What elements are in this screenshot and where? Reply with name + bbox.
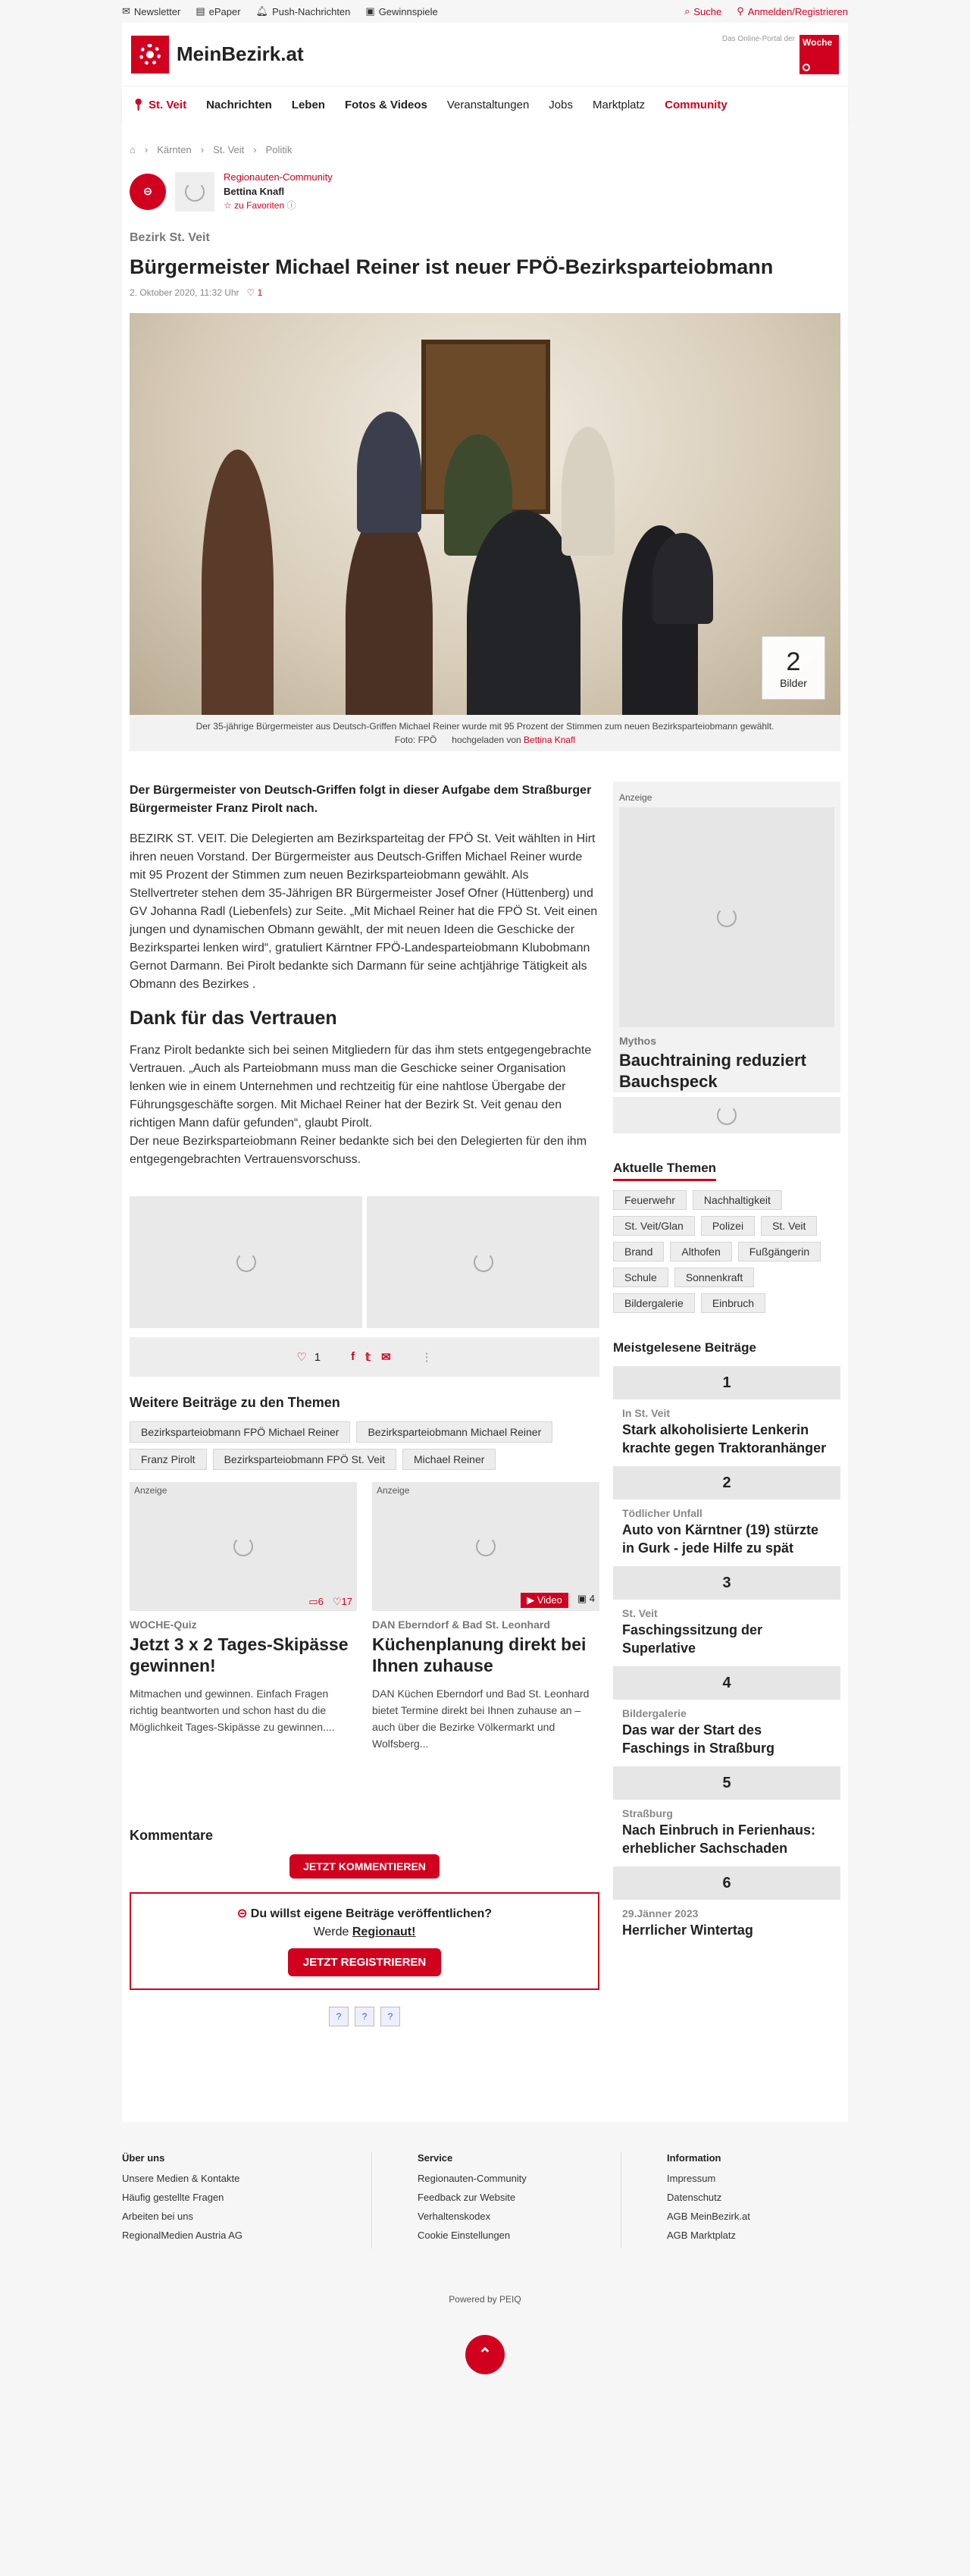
rank-title: Stark alkoholisierte Lenkerin krachte gegen Traktoranhänger [622,1422,827,1456]
card-teaser: DAN Küchen Eberndorf und Bad St. Leonhard bietet Termine direkt bei Ihnen zuhause an – auch über die Bezirke Völkermarkt und Wolfsberg... [372,1688,590,1750]
photo-count-value: 2 [786,647,801,676]
article-lead: Der Bürgermeister von Deutsch-Griffen folgt in dieser Aufgabe dem Straßburger Bürgermeister Franz Pirolt nach. [130,784,592,815]
footer-column [621,2152,848,2249]
footer-column [371,2152,599,2249]
rank-number: 4 [613,1666,840,1700]
promo-cards [130,1482,599,1752]
author-box [130,170,840,213]
article-body: Der neue Bezirksparteiobmann Reiner bedankte sich bei den Delegierten für den ihm entgegengebrachten Vertrauensvorschuss. [130,1135,587,1166]
rank-number: 6 [613,1866,840,1900]
woche-dot-icon [803,64,810,71]
topic-tag[interactable]: Einbruch [701,1293,765,1313]
favorite-button[interactable] [224,199,333,213]
author-name[interactable]: Bettina Knafl [224,186,285,197]
community-badge-icon: ⊝ [236,1907,248,1920]
footer-link[interactable]: RegionalMedien Austria AG [122,2230,242,2241]
ad-kicker: Mythos [619,1035,656,1047]
bell-icon: 🔔︎ [255,5,269,17]
regionaut-link[interactable]: Regionaut! [352,1926,416,1938]
heart-icon: ♡ [296,1351,307,1364]
chevron-right-icon: › [144,143,149,155]
info-icon[interactable]: ⓘ [286,200,296,211]
utility-bar [122,0,848,23]
photo-person [346,506,433,715]
promo-subline [143,1926,586,1939]
search-link[interactable] [684,5,721,17]
mail-icon: ✉ [122,5,130,17]
topic-tags [613,1190,840,1313]
photo-count-label: Bilder [780,676,807,689]
footer-link[interactable]: Häufig gestellte Fragen [122,2192,224,2203]
most-read-item[interactable] [613,1666,840,1766]
footer-link[interactable]: Unsere Medien & Kontakte [122,2173,240,2184]
like-count [333,1596,352,1608]
login-label: Anmelden/Registrieren [747,5,848,17]
login-link[interactable] [737,5,848,17]
pin-icon: 📍︎ [131,99,146,111]
breadcrumb-item[interactable]: St. Veit [213,143,245,155]
community-badge-icon: ⊝ [130,174,166,210]
site-footer [122,2152,848,2249]
comment-button[interactable]: JETZT KOMMENTIEREN [289,1854,440,1879]
photo-person [652,533,713,624]
topic-tag[interactable]: St. Veit [761,1216,817,1236]
image-icon: ▣ [577,1593,587,1604]
like-button[interactable] [296,1350,321,1364]
most-read-item[interactable] [613,1866,840,1948]
like-count-value: 17 [341,1596,352,1607]
push-link[interactable] [256,5,351,17]
image-placeholders [130,2007,599,2026]
loading-row [613,1097,840,1133]
footer-link[interactable]: Impressum [667,2173,716,2184]
card-kicker: WOCHE-Quiz [130,1619,197,1631]
ad-title: Bauchtraining reduziert Bauchspeck [619,1051,806,1091]
woche-logo[interactable] [799,35,839,74]
author-community[interactable]: Regionauten-Community [224,171,333,183]
photo-count-badge[interactable] [762,636,825,700]
photo-person [202,450,274,715]
sidebar [613,782,840,2026]
footer-column [122,2152,349,2249]
woche-text: Woche [803,36,833,48]
nav-item-jobs[interactable]: Jobs [549,98,573,111]
topic-tag[interactable]: Fußgängerin [738,1242,821,1261]
footer-link[interactable]: Cookie Einstellungen [418,2230,511,2241]
nav-item-fotos-videos[interactable]: Fotos & Videos [344,98,427,111]
photo-count-value: 4 [589,1593,595,1604]
epaper-label: ePaper [208,5,241,17]
topic-tag[interactable]: Nachhaltigkeit [693,1190,782,1210]
card-thumbnail [130,1482,357,1611]
gewinnspiele-label: Gewinnspiele [378,5,438,17]
topic-tag[interactable]: Bezirksparteiobmann FPÖ Michael Reiner [130,1421,350,1443]
scroll-to-top-icon[interactable]: ⌃ [465,2335,505,2374]
sidebar-ad[interactable] [613,782,840,1092]
breadcrumb-item[interactable]: Politik [265,143,293,155]
twitter-icon[interactable]: 𝕥 [365,1351,371,1364]
loading-spinner-icon [717,1105,737,1125]
footer-heading: Service [418,2152,453,2164]
article-region: Bezirk St. Veit [130,231,210,244]
star-icon: ☆ [224,200,232,211]
card-stats [521,1593,595,1608]
topic-tag[interactable]: Bezirksparteiobmann Michael Reiner [356,1421,552,1443]
like-count-value: 1 [257,287,263,298]
footer-link[interactable]: Feedback zur Website [418,2192,516,2203]
like-count-value: 1 [314,1350,321,1364]
rank-title: Auto von Kärntner (19) stürzte in Gurk - jede Hilfe zu spät [622,1522,819,1556]
photo-count [577,1593,595,1608]
card-teaser: Mitmachen und gewinnen. Einfach Fragen richtig beantworten und schon hast du die Möglichkeit Tages-Skipässe zu gewinnen.... [130,1688,335,1733]
page-title: Bürgermeister Michael Reiner ist neuer FPÖ-Bezirksparteiobmann [130,255,774,278]
like-count[interactable]: ♡ 1 [246,287,263,298]
article-meta [130,287,840,298]
caption-text: Der 35-jährige Bürgermeister aus Deutsch-Griffen Michael Reiner wurde mit 95 Prozent der Stimmen zum neuen Bezirksparteiobmann gewählt. [196,721,774,732]
photo-person [562,427,615,556]
nav-item-veranstaltungen[interactable]: Veranstaltungen [446,98,530,111]
powered-by[interactable]: Powered by PEIQ [449,2294,521,2305]
nav-item-marktplatz[interactable]: Marktplatz [592,98,646,111]
article-actions [130,1337,599,1377]
chevron-right-icon: › [200,143,205,155]
rank-number: 2 [613,1466,840,1500]
favorite-label: zu Favoriten [234,200,285,211]
video-badge [521,1593,568,1608]
article-subheading: Dank für das Vertrauen [130,1008,337,1029]
portal-text: Das Online-Portal der [721,34,795,43]
search-label: Suche [693,5,722,17]
epaper-link[interactable] [196,5,240,17]
loading-spinner-icon [233,1537,253,1556]
promo-card[interactable] [372,1482,599,1752]
photo-gallery [130,1196,599,1328]
nav-item-leben[interactable]: Leben [291,98,325,111]
footer-heading: Information [667,2152,721,2164]
rank-kicker: Tödlicher Unfall [622,1507,702,1519]
topic-tag[interactable]: Michael Reiner [402,1449,496,1470]
gallery-photo[interactable] [367,1196,599,1328]
image-caption [130,715,840,751]
gewinnspiele-link[interactable] [365,5,437,17]
promo-question [143,1906,586,1921]
ad-label: Anzeige [134,1485,167,1496]
gallery-photo[interactable] [130,1196,362,1328]
broken-image-icon: ? [329,2007,349,2026]
user-icon: ⚲ [737,5,744,17]
most-read [613,1340,840,1948]
rank-title: Faschingssitzung der Superlative [622,1622,763,1656]
promo-subline-text: Werde [313,1926,349,1938]
photo-credit: Foto: FPÖ [394,735,437,745]
photo-person [357,412,421,533]
topic-tag[interactable]: Bildergalerie [613,1293,695,1313]
breadcrumb [130,138,840,161]
loading-spinner-icon [185,182,205,202]
footer-link[interactable]: AGB MeinBezirk.at [667,2211,750,2222]
most-read-item[interactable] [613,1566,840,1666]
paper-icon: ▤ [196,5,205,17]
share-group [351,1350,391,1364]
article-page [122,123,848,2122]
broken-image-icon: ? [380,2007,400,2026]
most-read-item[interactable] [613,1466,840,1566]
comment-count-value: 6 [318,1596,324,1607]
newsletter-label: Newsletter [133,5,181,17]
rank-kicker: Straßburg [622,1807,673,1819]
nav-location[interactable] [131,98,186,111]
comment-count [308,1596,324,1608]
rank-kicker: St. Veit [622,1607,658,1619]
ad-label: Anzeige [619,792,652,803]
loading-spinner-icon [717,907,737,927]
footer-link[interactable]: Datenschutz [667,2192,722,2203]
facebook-icon[interactable]: f [351,1350,355,1363]
footer-link[interactable]: Verhaltenskodex [418,2211,491,2222]
logo-text: MeinBezirk.at [177,42,304,65]
article-body: Franz Pirolt bedankte sich bei seinen Mitgliedern für das ihm stets entgegengebrachte Vertrauen. „Auch als Parteiobmann muss man die Geschicke seiner Organisation lenken wie in einem Unternehmen und rechtzeitig für eine nahtlose Übergabe der Führungsgeschäfte sorgen. Mit Michael Reiner hat der Bezirk St. Veit genau den richtigen Mann dafür gefunden“, glaubt Pirolt. [130,1044,592,1130]
main-nav [122,86,848,123]
card-thumbnail [372,1482,599,1611]
nav-item-nachrichten[interactable]: Nachrichten [206,98,272,111]
rank-number: 5 [613,1766,840,1800]
more-options-icon[interactable]: ⋮ [421,1351,433,1364]
video-label: Video [537,1594,562,1606]
home-icon[interactable]: ⌂ [130,143,136,155]
card-title: Küchenplanung direkt bei Ihnen zuhause [372,1634,587,1675]
rank-number: 1 [613,1366,840,1399]
site-logo[interactable] [131,36,304,74]
portal-info [722,35,839,74]
rank-kicker: Bildergalerie [622,1707,687,1719]
breadcrumb-item[interactable]: Kärnten [157,143,192,155]
email-share-icon[interactable]: ✉ [381,1351,391,1364]
site-header [122,23,848,86]
uploaded-by-label: hochgeladen von [452,735,521,745]
promo-question-text: Du willst eigene Beiträge veröffentlichen? [250,1907,493,1920]
loading-spinner-icon [236,1252,256,1272]
rank-title: Nach Einbruch in Ferienhaus: erheblicher Sachschaden [622,1822,816,1856]
avatar[interactable] [175,172,214,212]
loading-spinner-icon [474,1252,493,1272]
topic-tag[interactable]: Franz Pirolt [130,1449,207,1470]
newsletter-link[interactable] [122,5,180,17]
topic-tag[interactable]: Bezirksparteiobmann FPÖ St. Veit [213,1449,396,1470]
topic-tag[interactable]: Polizei [701,1216,755,1236]
topics-title: Aktuelle Themen [613,1161,716,1181]
related-tags [130,1421,599,1470]
push-label: Push-Nachrichten [272,5,351,17]
uploader-link[interactable]: Bettina Knafl [524,735,576,745]
rank-number: 3 [613,1566,840,1600]
card-title: Jetzt 3 x 2 Tages-Skipässe gewinnen! [130,1634,349,1675]
loading-spinner-icon [476,1537,496,1556]
card-stats [308,1596,352,1608]
most-read-item[interactable] [613,1366,840,1466]
hero-image[interactable] [130,313,840,715]
footer-link[interactable]: AGB Marktplatz [667,2230,737,2241]
play-icon: ▶ [527,1594,535,1606]
topic-tag[interactable]: Althofen [670,1242,731,1261]
most-read-item[interactable] [613,1766,840,1866]
topic-tag[interactable]: Brand [613,1242,664,1261]
register-promo [130,1892,599,1990]
rank-title: Herrlicher Wintertag [622,1923,753,1938]
rank-kicker: In St. Veit [622,1407,671,1419]
chevron-right-icon: › [253,143,257,155]
register-button[interactable]: JETZT REGISTRIEREN [288,1948,442,1976]
search-icon: ⌕ [684,5,690,17]
topic-tag[interactable]: Feuerwehr [613,1190,687,1210]
article-date: 2. Oktober 2020, 11:32 Uhr [130,287,239,298]
promo-card[interactable] [130,1482,357,1752]
ad-image [619,807,834,1027]
comments-title: Kommentare [130,1828,214,1843]
nav-location-label: St. Veit [149,98,187,111]
footer-link[interactable]: Regionauten-Community [418,2173,527,2184]
rank-title: Das war der Start des Faschings in Straßburg [622,1722,775,1756]
article-body: BEZIRK ST. VEIT. Die Delegierten am Bezirksparteitag der FPÖ St. Veit wählten in Hirt ihren neuen Vorstand. Der Bürgermeister aus Deutsch-Griffen Michael Reiner wurde mit 95 Prozent der Stimmen zum neuen Bezirksparteiobmann gewählt. Als Stellvertreter stehen dem 35-Jährigen BR Bürgermeister Josef Ofner (Hüttenberg) und GV Johanna Radl (Liebenfels) zur Seite. „Mit Michael Reiner hat die FPÖ St. Veit einen jungen und dynamischen Obmann gewählt, der mit neuen Ideen die Geschicke der Bezirkspartei lenken wird“, gratuliert Kärntner FPÖ-Landesparteiobmann Klubobmann Gernot Darmann. Bei Pirolt bedankte sich Darmann für seine achtjährige Tätigkeit als Obmann des Bezirkes . [130,832,598,991]
most-read-title: Meistgelesene Beiträge [613,1340,756,1355]
nav-item-community[interactable]: Community [665,98,728,111]
broken-image-icon: ? [355,2007,374,2026]
topic-tag[interactable]: Sonnenkraft [674,1268,755,1287]
main-column [130,782,599,2026]
topic-tag[interactable]: Schule [613,1268,668,1287]
logo-icon [131,36,169,74]
ad-label: Anzeige [377,1485,410,1496]
topic-tag[interactable]: St. Veit/Glan [613,1216,695,1236]
comment-icon: ▭ [308,1596,318,1607]
card-kicker: DAN Eberndorf & Bad St. Leonhard [372,1619,550,1631]
heart-icon: ♡ [332,1596,342,1607]
footer-heading: Über uns [122,2152,165,2164]
footer-link[interactable]: Arbeiten bei uns [122,2211,193,2222]
gift-icon: ▣ [365,5,375,17]
rank-kicker: 29.Jänner 2023 [622,1907,699,1919]
related-topics-title: Weitere Beiträge zu den Themen [130,1395,340,1410]
